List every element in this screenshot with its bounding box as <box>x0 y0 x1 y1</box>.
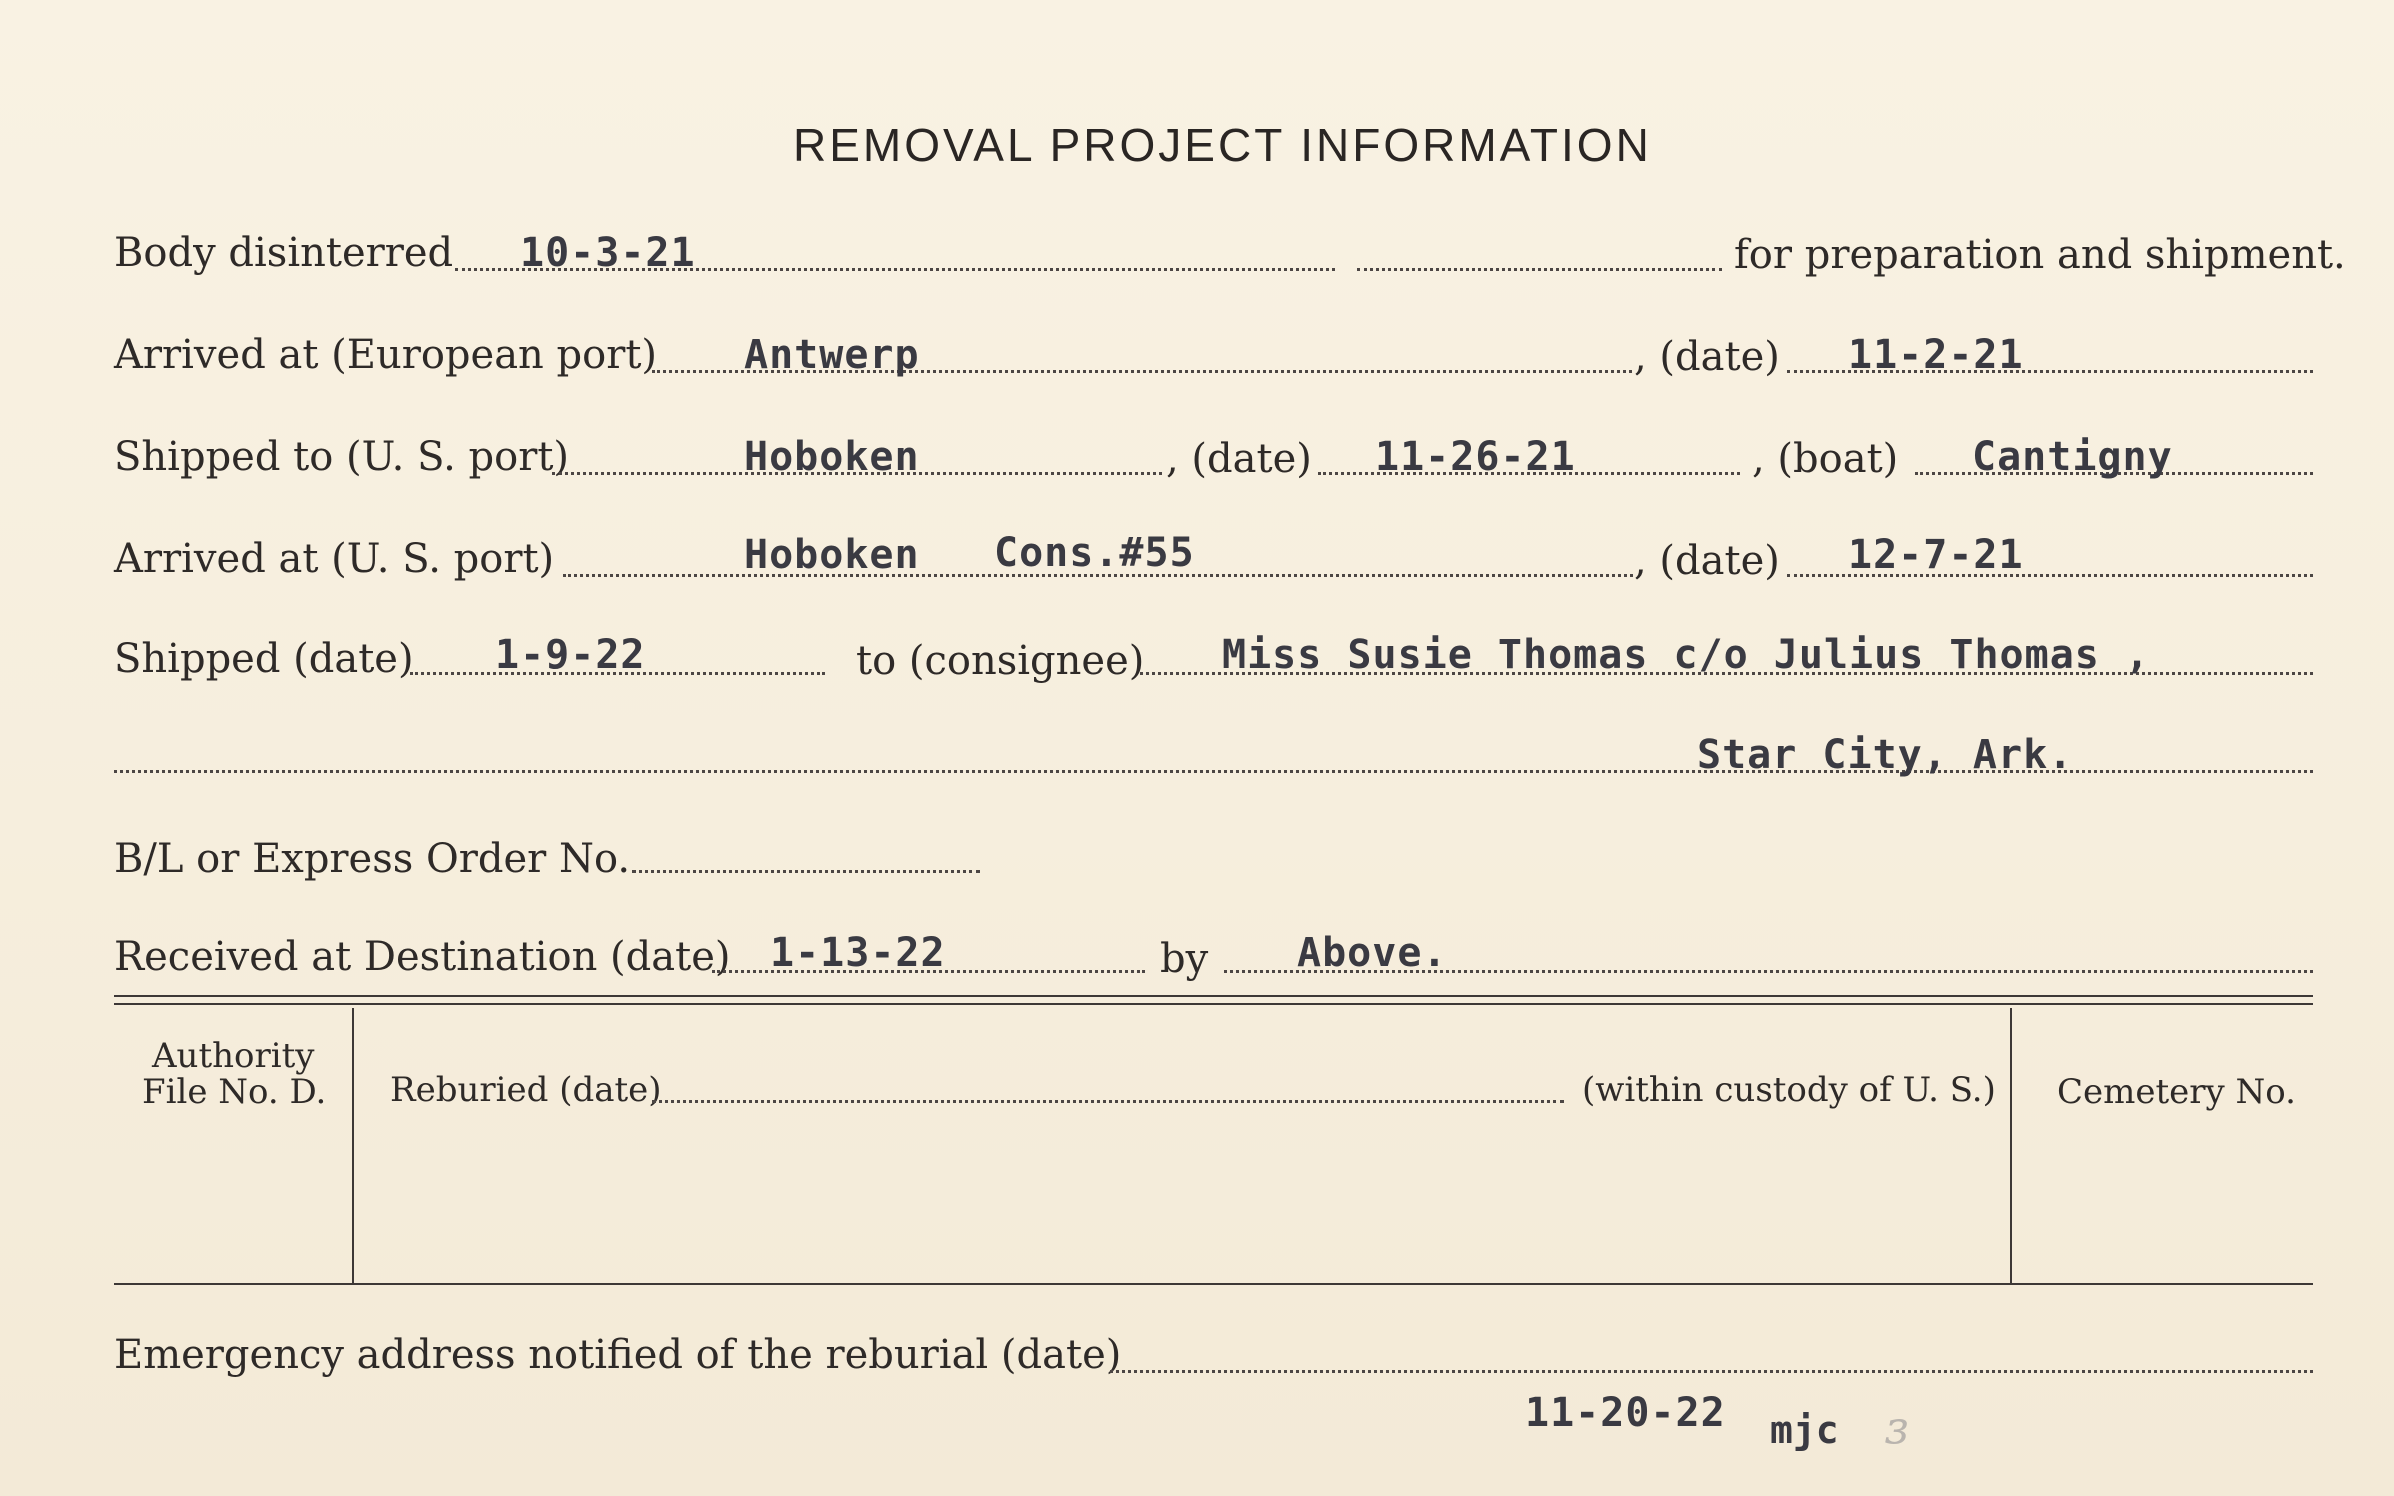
disinterred-extra-line <box>1357 268 1722 271</box>
reburied-date-line <box>652 1100 1564 1103</box>
emergency-address-label: Emergency address notified of the reburial (date) <box>114 1332 1122 1378</box>
pencil-mark: ɜ <box>1885 1400 1909 1454</box>
authority-label: Authority <box>152 1036 315 1076</box>
shipped-to-us-label: Shipped to (U. S. port) <box>114 434 569 480</box>
received-by-value: Above. <box>1297 930 1448 976</box>
within-custody-label: (within custody of U. S.) <box>1582 1070 1996 1110</box>
received-destination-label: Received at Destination (date) <box>114 934 731 980</box>
shipped-date-label: , (date) <box>1166 436 1312 482</box>
table-bottom-rule <box>114 1283 2313 1285</box>
consignee-value: Miss Susie Thomas c/o Julius Thomas , <box>1222 632 2151 678</box>
bl-order-label: B/L or Express Order No. <box>114 836 631 882</box>
bl-order-line <box>632 870 980 873</box>
cemetery-no-label: Cemetery No. <box>2057 1072 2296 1112</box>
reburied-label: Reburied (date) <box>390 1070 662 1110</box>
us-port-value: Hoboken <box>744 434 920 480</box>
clerk-initials: mjc <box>1770 1408 1839 1452</box>
table-top-rule-2 <box>114 1003 2313 1005</box>
shipped-date-final-label: Shipped (date) <box>114 636 414 682</box>
shipped-final-date-value: 1-9-22 <box>495 632 646 678</box>
table-divider-right <box>2010 1008 2012 1283</box>
arrived-us-date-value: 12-7-21 <box>1848 532 2024 578</box>
arrived-us-label: Arrived at (U. S. port) <box>114 536 555 582</box>
arrived-us-date-label: , (date) <box>1634 538 1780 584</box>
european-port-value: Antwerp <box>744 332 920 378</box>
emergency-date-value: 11-20-22 <box>1525 1390 1726 1436</box>
arrived-european-label: Arrived at (European port) <box>114 332 658 378</box>
consignee-address-value: Star City, Ark. <box>1697 732 2074 778</box>
received-by-label: by <box>1160 936 1209 982</box>
card-title: REMOVAL PROJECT INFORMATION <box>793 119 1652 171</box>
shipped-date-us-value: 11-26-21 <box>1375 434 1576 480</box>
arrived-us-port-value: Hoboken <box>744 532 920 578</box>
received-date-value: 1-13-22 <box>770 930 946 976</box>
disinterred-date-value: 10-3-21 <box>520 230 696 276</box>
table-top-rule-1 <box>114 995 2313 997</box>
body-disinterred-label: Body disinterred <box>114 230 454 276</box>
file-no-label: File No. D. <box>142 1072 327 1112</box>
european-date-label: , (date) <box>1634 334 1780 380</box>
emergency-date-line <box>1110 1370 2313 1373</box>
table-divider-left <box>352 1008 354 1283</box>
for-preparation-label: for preparation and shipment. <box>1734 232 2346 278</box>
boat-label: , (boat) <box>1752 436 1899 482</box>
european-date-value: 11-2-21 <box>1848 332 2024 378</box>
cons-number-value: Cons.#55 <box>994 530 1195 576</box>
boat-value: Cantigny <box>1972 434 2173 480</box>
consignee-label: to (consignee) <box>856 638 1145 684</box>
